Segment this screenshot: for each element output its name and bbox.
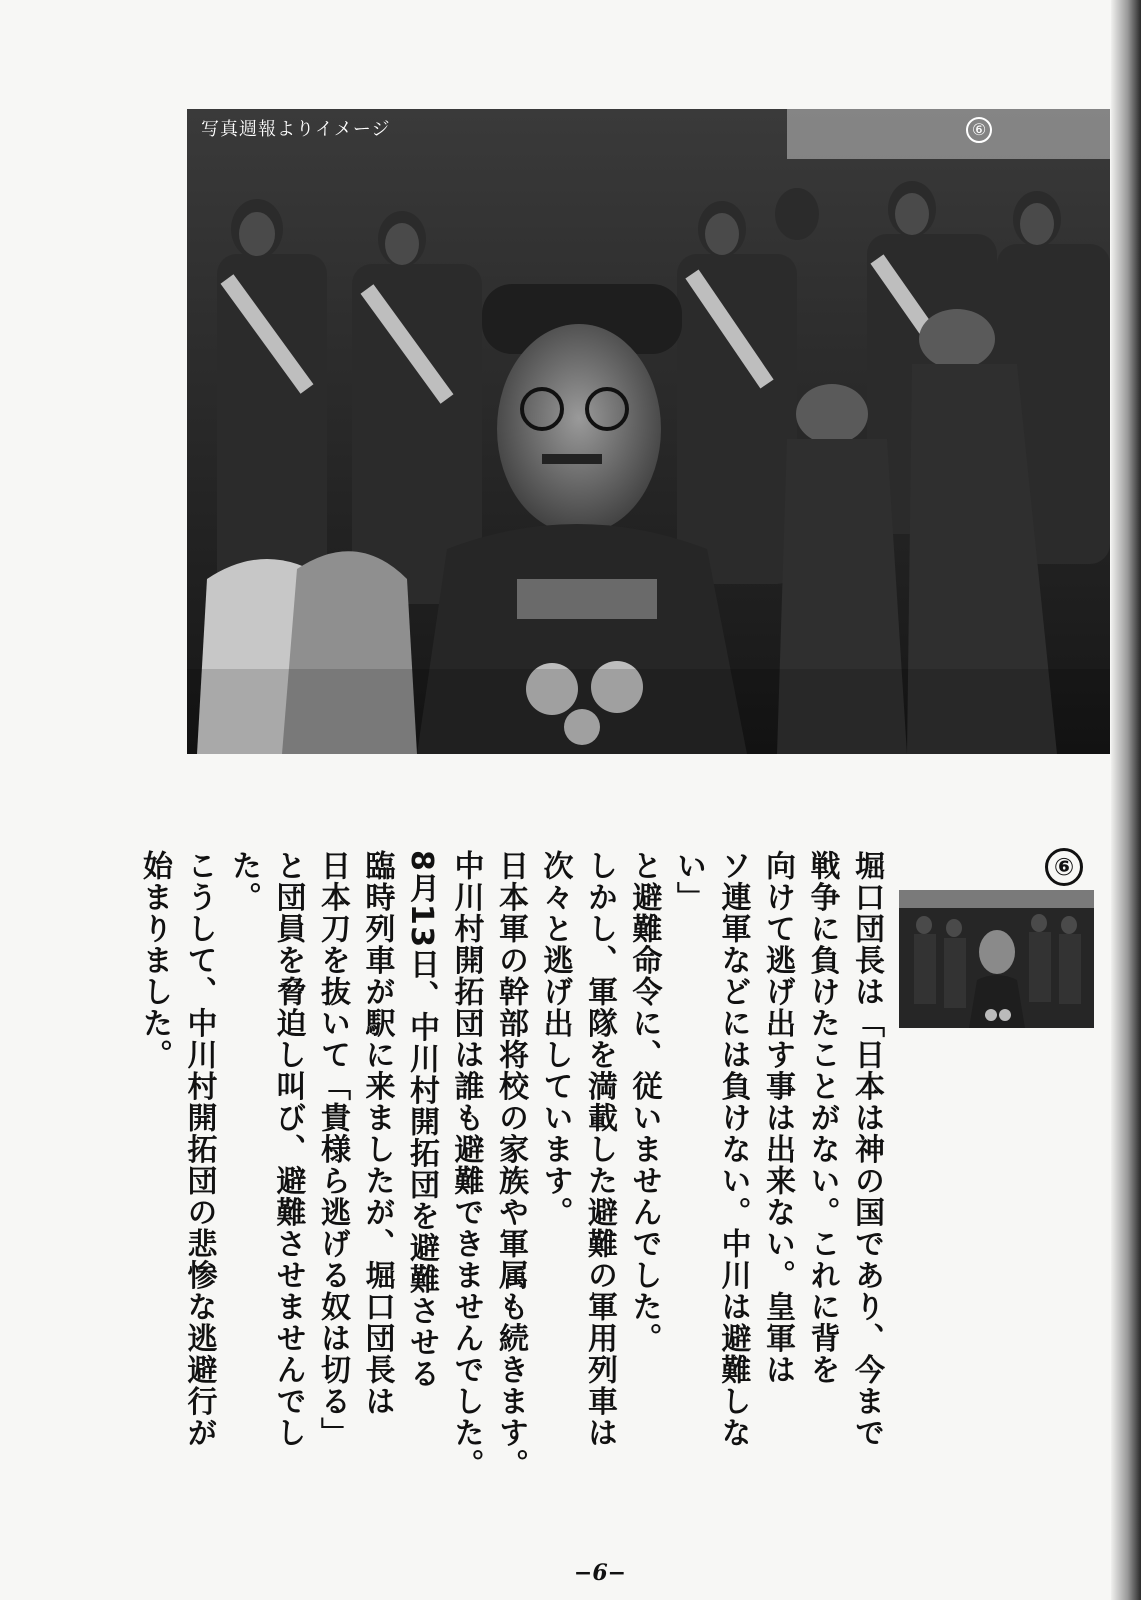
body-line: 中川村開拓団は誰も避難できませんでした。: [448, 850, 484, 1480]
body-line: 次々と逃げ出しています。: [537, 850, 573, 1228]
body-line: 8月13日、中川村開拓団を避難させる: [404, 850, 439, 1390]
body-line: 日本刀を抜いて「貴様ら逃げる奴は切る」: [315, 850, 350, 1449]
body-line: 戦争に負けたことがない。これに背を: [804, 850, 840, 1386]
book-spine-shadow: [1111, 0, 1141, 1600]
body-line: 始まりました。: [137, 850, 172, 1071]
body-line: 堀口団長は「日本は神の国であり、今まで: [849, 850, 884, 1449]
body-line: と団員を脅迫し叫び、避難させませんでした。: [226, 850, 306, 1449]
body-line: と避難命令に、従いませんでした。: [626, 850, 662, 1354]
thumbnail-photo: [899, 890, 1094, 1028]
body-line: しかし、軍隊を満載した避難の軍用列車は: [582, 850, 617, 1449]
thumbnail-illustration: [899, 890, 1094, 1028]
body-line: 臨時列車が駅に来ましたが、堀口団長は: [359, 850, 395, 1417]
body-text-vertical: [137, 850, 888, 1490]
section-number: ⑥: [1045, 848, 1083, 886]
body-line: ソ連軍などには負けない。中川は避難しない」: [671, 850, 751, 1449]
main-photo: [187, 109, 1110, 754]
photo-collage-illustration: [187, 109, 1110, 754]
page-number: −6−: [573, 1560, 627, 1586]
body-line: こうして、中川村開拓団の悲惨な逃避行が: [181, 850, 217, 1449]
photo-caption: 写真週報よりイメージ: [201, 119, 391, 140]
body-line: 日本軍の幹部将校の家族や軍属も続きます。: [493, 850, 528, 1480]
body-line: 向けて逃げ出す事は出来ない。皇軍は: [760, 850, 795, 1386]
photo-number-badge: ⑥: [966, 117, 992, 143]
